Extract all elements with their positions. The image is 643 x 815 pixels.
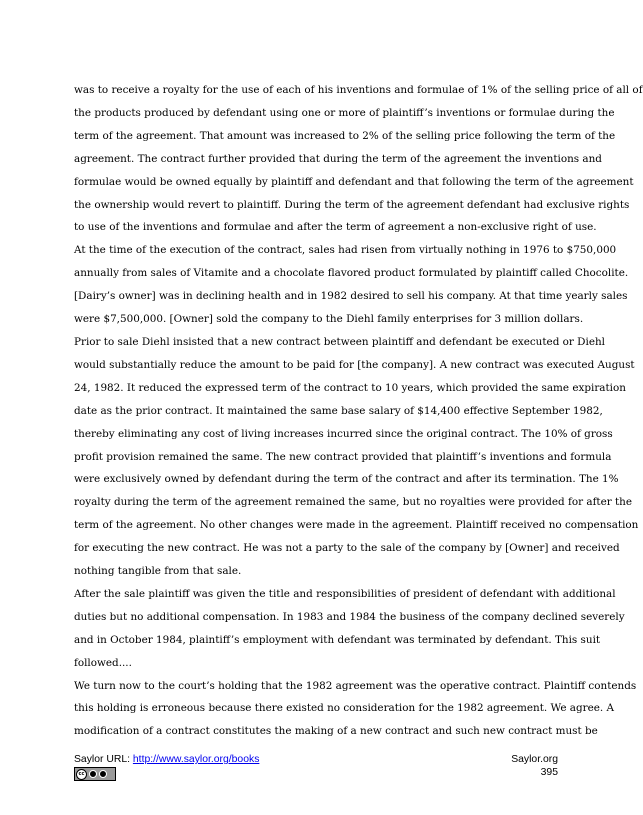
attribution-icon (89, 770, 97, 778)
body-text-line: annually from sales of Vitamite and a chocolate flavored product formulated by plaintiff called Chocolite. (74, 267, 629, 280)
body-text-line: were exclusively owned by defendant during the term of the contract and after its termination. The 1% (74, 473, 619, 486)
body-text-line: agreement. The contract further provided that during the term of the agreement the inventions and (74, 152, 602, 165)
body-text-line: thereby eliminating any cost of living increases incurred since the original contract. The 10% of gross (74, 427, 613, 440)
footer-right (511, 753, 558, 779)
saylor-books-link[interactable]: http://www.saylor.org/books (132, 754, 260, 765)
page-footer (74, 753, 558, 787)
body-text-line: the ownership would revert to plaintiff. During the term of the agreement defendant had exclusive rights (74, 198, 630, 211)
body-text-line: modification of a contract constitutes the making of a new contract and such new contract must be (74, 725, 598, 738)
share-alike-icon (99, 770, 107, 778)
body-text-line: We turn now to the court’s holding that the 1982 agreement was the operative contract. Plaintiff contends (74, 679, 637, 692)
page-number: 395 (540, 767, 558, 778)
body-text-line: would substantially reduce the amount to be paid for [the company]. A new contract was executed August (74, 358, 635, 371)
footer-url-label: Saylor URL: (74, 754, 131, 765)
body-text-line: were $7,500,000. [Owner] sold the company to the Diehl family enterprises for 3 million dollars. (74, 313, 584, 326)
body-text-line: royalty during the term of the agreement remained the same, but no royalties were provided for after the (74, 496, 633, 509)
footer-left (74, 753, 260, 777)
body-text-line: was to receive a royalty for the use of each of his inventions and formulae of 1% of the selling price of all of (74, 84, 643, 96)
body-text-line: profit provision remained the same. The new contract provided that plaintiff’s inventions and formula (74, 450, 612, 463)
footer-site-name: Saylor.org (511, 754, 558, 765)
body-text-line: term of the agreement. No other changes were made in the agreement. Plaintiff received no compensation (74, 519, 639, 532)
body-text-line: 24, 1982. It reduced the expressed term of the contract to 10 years, which provided the same expiration (74, 381, 626, 394)
body-text-line: followed.... (74, 656, 132, 669)
body-text-line: to use of the inventions and formulae and after the term of agreement a non-exclusive right of use. (74, 221, 597, 234)
body-text-line: date as the prior contract. It maintained the same base salary of $14,400 effective September 1982, (74, 404, 603, 417)
body-text-line: term of the agreement. That amount was increased to 2% of the selling price following the term of the (74, 129, 616, 142)
body-text-line: formulae would be owned equally by plaintiff and defendant and that following the term of the agreement (74, 175, 634, 188)
body-text-line: After the sale plaintiff was given the title and responsibilities of president of defendant with additional (74, 587, 616, 600)
body-text-line: nothing tangible from that sale. (74, 565, 242, 578)
body-text-line: [Dairy’s owner] was in declining health and in 1982 desired to sell his company. At that time yearly sales (74, 290, 628, 303)
body-text-line: and in October 1984, plaintiff’s employment with defendant was terminated by defendant. This suit (74, 633, 601, 646)
body-text-line: duties but no additional compensation. In 1983 and 1984 the business of the company declined severely (74, 610, 625, 623)
body-text-line: At the time of the execution of the contract, sales had risen from virtually nothing in 1976 to $750,000 (74, 244, 617, 257)
body-text (74, 79, 643, 743)
footer-url-row (74, 753, 259, 766)
body-text-line: Prior to sale Diehl insisted that a new contract between plaintiff and defendant be executed or Diehl (74, 335, 605, 348)
body-text-line: for executing the new contract. He was not a party to the sale of the company by [Owner] and received (74, 542, 620, 555)
creative-commons-icon: cc (76, 769, 87, 780)
body-text-line: this holding is erroneous because there existed no consideration for the 1982 agreement. We agree. A (74, 702, 615, 715)
body-text-line: the products produced by defendant using one or more of plaintiff’s inventions or formulae during the (74, 106, 615, 119)
creative-commons-license-badge[interactable] (74, 767, 116, 781)
